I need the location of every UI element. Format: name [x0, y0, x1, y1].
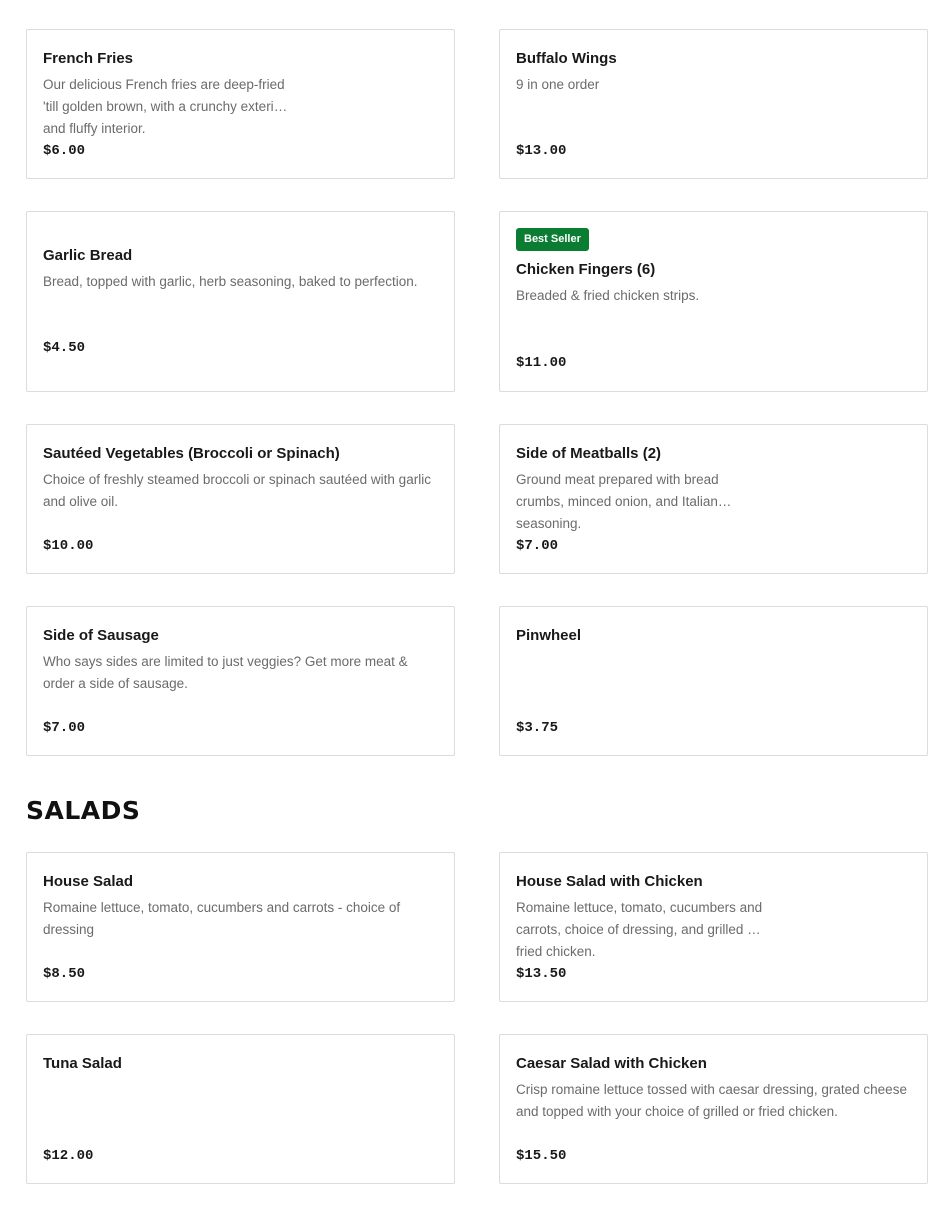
menu-item-card[interactable] — [499, 606, 928, 756]
menu-item-name: House Salad — [43, 873, 134, 890]
menu-item-name: Pinwheel — [516, 627, 582, 644]
menu-item-price: $4.50 — [43, 340, 86, 356]
menu-item-name: Garlic Bread — [43, 247, 133, 264]
menu-item-description: Romaine lettuce, tomato, cucumbers and carrots, choice of dressing, and grilled or fried chicken. — [516, 900, 763, 959]
menu-item-name: Side of Meatballs (2) — [516, 445, 662, 462]
menu-item-price: $12.00 — [43, 1148, 94, 1164]
menu-item-description: Crisp romaine lettuce tossed with caesar dressing, grated cheese and topped with your choice of grilled or fried chicken. — [516, 1082, 907, 1119]
menu-item-description: Our delicious French fries are deep-fried 'till golden brown, with a crunchy exterior and fluffy interior. — [43, 77, 286, 136]
menu-item-description: Romaine lettuce, tomato, cucumbers and carrots - choice of dressing — [43, 900, 401, 937]
menu-item-description: Breaded & fried chicken strips. — [516, 288, 700, 303]
menu-item-description: Who says sides are limited to just veggies? Get more meat & order a side of sausage. — [43, 654, 408, 691]
menu-item-name: Caesar Salad with Chicken — [516, 1055, 707, 1072]
menu-item-card[interactable] — [499, 211, 928, 392]
menu-item-price: $8.50 — [43, 966, 86, 982]
menu-item-price: $13.00 — [516, 143, 567, 159]
menu-item-name: Tuna Salad — [43, 1055, 122, 1072]
menu-item-name: Sautéed Vegetables (Broccoli or Spinach) — [43, 445, 340, 462]
menu-item-name: French Fries — [43, 50, 134, 67]
menu-item-name: Side of Sausage — [43, 627, 159, 644]
menu-item-card[interactable] — [26, 852, 455, 1002]
menu-item-card[interactable] — [26, 606, 455, 756]
menu-item-card[interactable] — [26, 211, 455, 392]
menu-item-description: Choice of freshly steamed broccoli or spinach sautéed with garlic and olive oil. — [43, 472, 431, 509]
menu-item-price: $10.00 — [43, 538, 94, 554]
menu-item-description: Ground meat prepared with bread crumbs, minced onion, and Italian seasoning. — [516, 472, 719, 531]
menu-item-name: Buffalo Wings — [516, 50, 617, 67]
menu-item-card[interactable] — [26, 29, 455, 179]
menu-item-card[interactable] — [499, 852, 928, 1002]
menu-item-price: $6.00 — [43, 143, 86, 159]
best-seller-badge: Best Seller — [516, 228, 589, 251]
menu-item-price: $7.00 — [43, 720, 86, 736]
menu-item-card[interactable] — [499, 1034, 928, 1184]
menu-item-description: Bread, topped with garlic, herb seasoning, baked to perfection. — [43, 274, 418, 289]
menu-item-card[interactable] — [26, 424, 455, 574]
menu-item-card[interactable] — [499, 29, 928, 179]
menu-item-price: $11.00 — [516, 355, 567, 371]
menu-item-name: Chicken Fingers (6) — [516, 261, 656, 278]
menu-item-price: $7.00 — [516, 538, 559, 554]
menu-item-description: 9 in one order — [516, 77, 600, 92]
menu-item-price: $3.75 — [516, 720, 559, 736]
menu-item-price: $15.50 — [516, 1148, 567, 1164]
menu-item-name: House Salad with Chicken — [516, 873, 703, 890]
menu-item-card[interactable] — [499, 424, 928, 574]
menu-item-price: $13.50 — [516, 966, 567, 982]
menu-item-card[interactable] — [26, 1034, 455, 1184]
section-heading-salads: SALADS — [26, 796, 141, 825]
